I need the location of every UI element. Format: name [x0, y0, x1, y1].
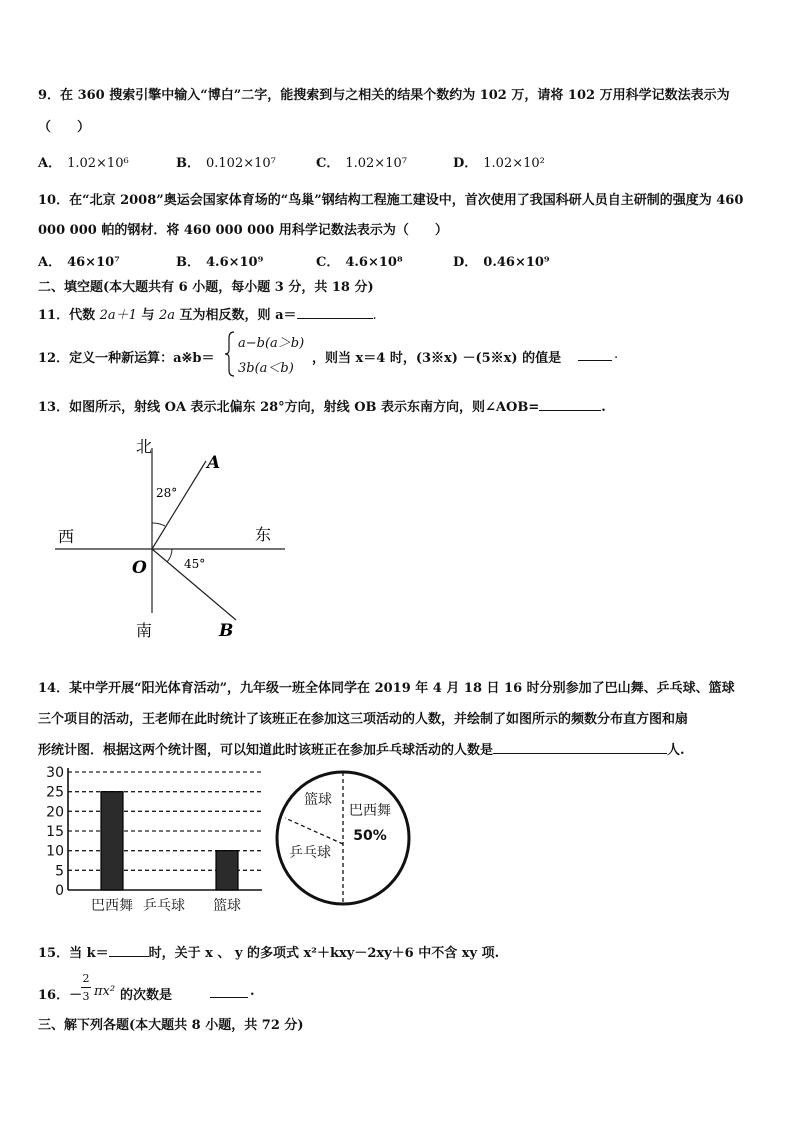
option-letter: B．: [176, 255, 200, 270]
pie-slice-label: 巴西舞: [349, 803, 391, 819]
q15-answer-blank[interactable]: [109, 944, 149, 957]
pie-percent-label: 50%: [353, 828, 387, 844]
q16-numerator: 2: [82, 972, 90, 985]
q16-post: 的次数是: [120, 988, 173, 1003]
q14-line3: 形统计图．根据这两个统计图，可以知道此时该班正在参加乒乓球活动的人数是: [38, 743, 494, 758]
option-letter: C．: [316, 156, 340, 171]
q9-option-d: [453, 152, 545, 171]
q15-pre: 15．当 k＝: [38, 946, 109, 961]
q14-end: 人.: [667, 743, 685, 758]
x-tick-label: 篮球: [213, 898, 241, 914]
q16-denominator: 3: [82, 990, 90, 1003]
option-letter: B．: [176, 156, 200, 171]
option-letter: A．: [38, 255, 62, 270]
y-tick-label: 0: [55, 883, 64, 899]
q13-stem: [38, 396, 606, 415]
q14-line2: 三个项目的活动，王老师在此时统计了该班正在参加这三项活动的人数，并绘制了如图所示的频数分布直方图和扇: [38, 712, 689, 727]
q12-post: ，则当 x＝4 时，(3※x) －(5※x) 的值是: [312, 351, 562, 366]
q16-answer-blank[interactable]: [210, 985, 248, 998]
option-text: 4.6×10⁹: [206, 255, 264, 270]
option-letter: D．: [453, 255, 478, 270]
q14-line3-wrap: [38, 739, 685, 758]
label-ray-a: A: [207, 453, 221, 473]
label-angle-28: 28°: [156, 486, 178, 500]
option-text: 1.02×10⁷: [345, 156, 407, 171]
y-tick-label: 10: [46, 843, 64, 860]
q13-direction-figure: [40, 428, 300, 646]
bar: [101, 792, 123, 890]
q10-option-a: [38, 251, 120, 270]
q16-end: .: [250, 984, 255, 999]
label-east: 东: [255, 525, 272, 544]
q10-option-b: [176, 251, 263, 270]
q9-option-c: [316, 152, 407, 171]
label-north: 北: [136, 437, 153, 456]
q9-option-a: [38, 152, 129, 171]
q14-line1: 14．某中学开展“阳光体育活动”，九年级一班全体同学在 2019 年 4 月 18 日 16 时分别参加了巴山舞、乒乓球、篮球: [38, 681, 735, 696]
option-text: 46×10⁷: [67, 255, 120, 270]
section-2-heading: 二、填空题(本大题共有 6 小题，每小题 3 分，共 18 分): [38, 280, 374, 295]
q9-paren: （ ）: [38, 120, 91, 135]
q12-case-1: a−b(a＞b): [238, 336, 305, 351]
option-text: 1.02×10⁶: [67, 156, 129, 171]
q11-expr2: 2a: [158, 308, 176, 323]
q11-expr1: 2a＋1: [99, 308, 137, 323]
q16-expr: πx²: [94, 984, 116, 999]
option-text: 0.102×10⁷: [206, 156, 276, 171]
y-tick-label: 5: [55, 863, 64, 880]
q12-pre: 12．定义一种新运算：a※b＝: [38, 351, 215, 366]
q10-option-c: [316, 251, 403, 270]
y-tick-label: 15: [46, 824, 64, 840]
bar: [216, 851, 238, 890]
y-tick-label: 30: [46, 765, 64, 781]
q13-text: 13．如图所示，射线 OA 表示北偏东 28°方向，射线 OB 表示东南方向，则∠AOB=: [38, 400, 540, 415]
q10-stem-line2: 000 000 帕的钢材．将 460 000 000 用科学记数法表示为（ ）: [38, 223, 448, 238]
pie-slice-label: 篮球: [304, 792, 332, 808]
y-tick-label: 20: [46, 804, 64, 821]
y-tick-label: 25: [46, 784, 64, 801]
q15-mid: 时，关于 x 、 y 的多项式 x²＋kxy－2xy＋6 中不含 xy 项.: [148, 946, 500, 961]
q13-end: .: [601, 400, 606, 415]
option-text: 1.02×10²: [483, 156, 545, 171]
x-tick-label: 巴西舞: [91, 898, 133, 914]
q9-option-b: [176, 152, 276, 171]
q11-answer-blank[interactable]: [297, 306, 373, 319]
option-letter: C．: [316, 255, 340, 270]
label-ray-b: B: [219, 621, 234, 641]
q14-answer-blank[interactable]: [493, 741, 667, 754]
option-letter: A．: [38, 156, 62, 171]
label-angle-45: 45°: [184, 557, 206, 571]
q10-stem-line1: 10．在“北京 2008”奥运会国家体育场的“鸟巢”钢结构工程施工建设中，首次使用了我国科研人员自主研制的强度为 460: [38, 193, 744, 208]
q11-post: 互为相反数，则 a＝: [175, 308, 297, 323]
label-west: 西: [58, 527, 75, 546]
q16-pre: 16．－: [38, 988, 83, 1003]
q15: [38, 942, 499, 961]
q10-option-d: [453, 251, 550, 270]
q9-stem: 9．在 360 搜索引擎中输入“博白”二字，能搜索到与之相关的结果个数约为 102 万，请将 102 万用科学记数法表示为: [38, 88, 730, 103]
angle-arc-b: [167, 549, 172, 562]
q11-pre: 11．代数: [38, 308, 100, 323]
angle-arc-a: [152, 523, 165, 526]
x-tick-label: 乒乓球: [143, 898, 185, 914]
q12-answer-blank[interactable]: [578, 348, 612, 361]
ray-oa: [152, 461, 206, 549]
option-text: 4.6×10⁸: [345, 255, 403, 270]
q13-answer-blank[interactable]: [539, 398, 601, 411]
pie-slice-label: 乒乓球: [289, 845, 331, 861]
label-south: 南: [136, 621, 153, 640]
pie-chart: [270, 768, 416, 908]
q12-end: .: [614, 347, 619, 362]
bar-chart: [40, 762, 276, 916]
option-letter: D．: [453, 156, 478, 171]
q16-fraction-bar: [81, 987, 91, 988]
label-origin: O: [132, 558, 147, 578]
q12-brace-icon: [224, 330, 236, 378]
q11-mid: 与: [136, 308, 159, 323]
section-3-heading: 三、解下列各题(本大题共 8 小题，共 72 分): [38, 1018, 304, 1033]
q12-case-2: 3b(a＜b): [238, 361, 294, 376]
q11: [38, 304, 377, 323]
q11-end: .: [372, 308, 377, 323]
option-text: 0.46×10⁹: [483, 255, 550, 270]
